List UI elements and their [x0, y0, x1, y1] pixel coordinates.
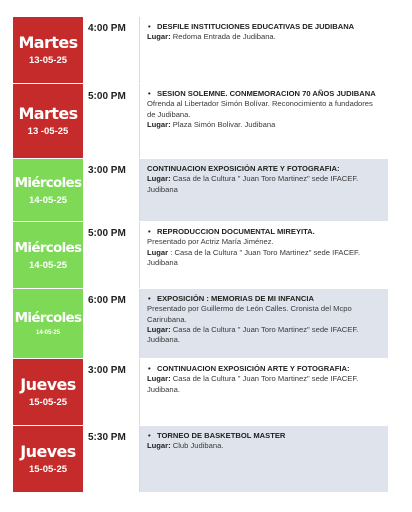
place-label: Lugar:: [147, 374, 171, 384]
event-place: [147, 32, 380, 42]
event-place: [147, 248, 380, 269]
event-details: [140, 426, 388, 492]
place-label: Lugar:: [147, 441, 171, 451]
place-text: Club Judibana.: [172, 441, 224, 451]
event-time: 5:00 PM: [83, 222, 140, 288]
day-badge: [13, 222, 83, 288]
place-label: Lugar:: [147, 32, 171, 42]
day-date: 14-05-25: [35, 329, 61, 336]
day-badge: [13, 17, 83, 83]
event-details: [140, 159, 388, 221]
event-time: 3:00 PM: [83, 359, 140, 425]
day-name: Martes: [18, 33, 78, 52]
event-row: [13, 222, 388, 288]
day-date: 13 -05-25: [27, 126, 69, 137]
place-text: Plaza Simón Bolivar. Judibana: [172, 119, 276, 129]
day-badge: [13, 159, 83, 221]
place-label: Lugar: [147, 247, 169, 257]
day-name: Martes: [18, 104, 78, 123]
event-details: [140, 359, 388, 425]
event-row: [13, 17, 388, 83]
place-text: : Casa de la Cultura " Juan Toro Martinez" sede IFACEF. Judibana: [147, 247, 360, 267]
event-title: • DESFILE INSTITUCIONES EDUCATIVAS DE JUDIBANA: [147, 22, 380, 32]
place-text: Casa de la Cultura " Juan Toro Martinez" sede IFACEF. Judibana: [147, 174, 359, 194]
day-badge: [13, 84, 83, 158]
day-name: Miércoles: [14, 309, 82, 326]
event-row: [13, 289, 388, 358]
place-label: Lugar:: [147, 324, 171, 334]
day-name: Jueves: [20, 442, 76, 461]
event-time: 4:00 PM: [83, 17, 140, 83]
event-place: [147, 325, 380, 346]
event-title: • EXPOSICIÓN : MEMORIAS DE MI INFANCIA: [147, 294, 380, 304]
event-body: Presentado por Actriz María Jiménez.: [147, 237, 274, 247]
event-details: [140, 222, 388, 288]
event-time: 5:00 PM: [83, 84, 140, 158]
event-place: [147, 374, 380, 395]
event-title: • CONTINUACION EXPOSICIÓN ARTE Y FOTOGRAFIA:: [147, 364, 380, 374]
event-body: Presentado por Guillermo de León Calles. Cronista del Mcpo Carirubana.: [147, 304, 352, 324]
event-place: [147, 174, 380, 195]
event-title: • REPRODUCCION DOCUMENTAL MIREYITA.: [147, 227, 380, 237]
place-label: Lugar:: [147, 174, 171, 184]
event-details: [140, 17, 388, 83]
place-text: Casa de la Cultura " Juan Toro Martinez" sede IFACEF. Judibana.: [147, 324, 359, 345]
event-details: [140, 289, 388, 358]
day-name: Miércoles: [14, 175, 82, 191]
day-name: Miércoles: [14, 240, 82, 256]
event-place: [147, 120, 380, 130]
event-title: • SESION SOLEMNE. CONMEMORACION 70 AÑOS JUDIBANA: [147, 89, 380, 99]
event-title: • TORNEO DE BASKETBOL MASTER: [147, 431, 380, 441]
day-date: 15-05-25: [28, 397, 68, 408]
day-name: Jueves: [20, 375, 76, 394]
event-row: [13, 159, 388, 221]
place-text: Casa de la Cultura " Juan Toro Martinez" sede IFACEF. Judibana.: [147, 374, 359, 394]
place-label: Lugar:: [147, 119, 171, 129]
day-badge: [13, 359, 83, 425]
event-time: 6:00 PM: [83, 289, 140, 358]
day-badge: [13, 289, 83, 358]
event-time: 5:30 PM: [83, 426, 140, 492]
event-title: CONTINUACION EXPOSICIÓN ARTE Y FOTOGRAFIA:: [147, 164, 340, 173]
event-time: 3:00 PM: [83, 159, 140, 221]
event-body: Ofrenda al Libertador Simón Bolívar. Reconocimiento a fundadores de Judibana.: [147, 99, 373, 119]
event-row: [13, 426, 388, 492]
day-date: 14-05-25: [28, 260, 68, 271]
place-text: Redoma Entrada de Judibana.: [172, 32, 276, 42]
day-date: 14-05-25: [28, 195, 68, 206]
day-date: 15-05-25: [28, 464, 68, 475]
day-badge: [13, 426, 83, 492]
event-details: [140, 84, 388, 158]
event-row: [13, 359, 388, 425]
event-row: [13, 84, 388, 158]
event-place: [147, 441, 380, 451]
day-date: 13-05-25: [28, 55, 68, 66]
